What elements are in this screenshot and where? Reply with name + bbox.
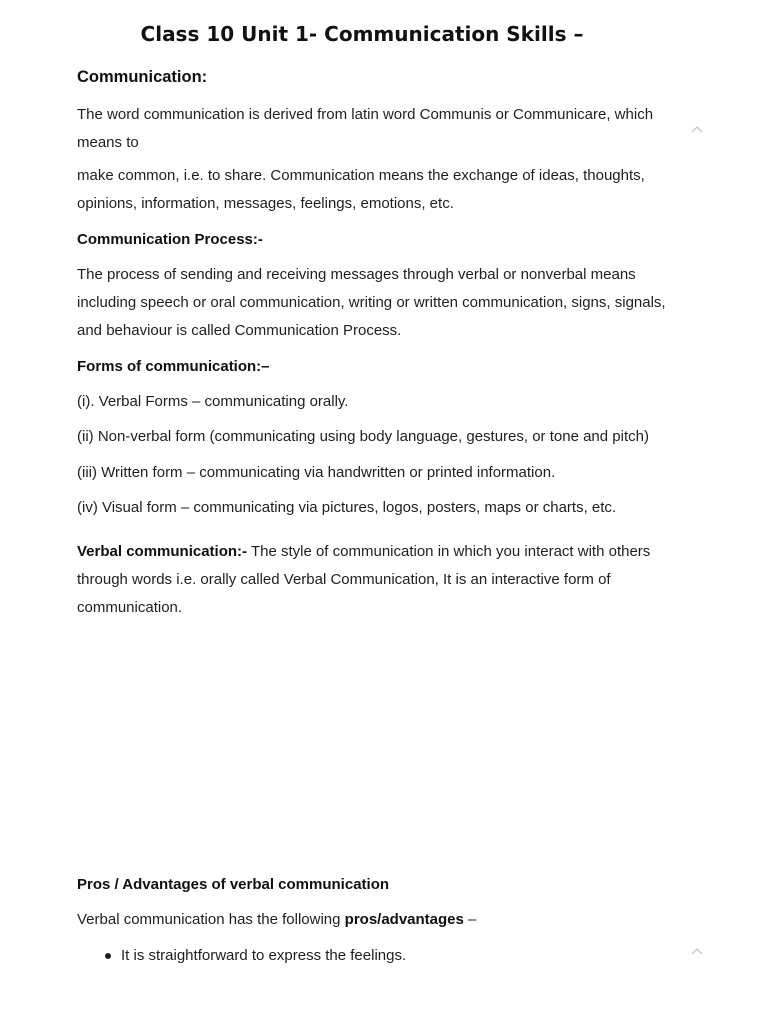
verbal-communication-term: Verbal communication:- (77, 543, 248, 560)
pros-list (77, 943, 406, 969)
communication-paragraph-1: The word communication is derived from latin word Communis or Communicare, which means to (77, 106, 654, 151)
pros-intro-suffix: – (463, 911, 477, 928)
pros-intro-prefix: Verbal communication has the following (77, 911, 345, 928)
chevron-up-icon[interactable] (690, 124, 704, 134)
verbal-communication-paragraph (77, 538, 691, 622)
verbal-communication-definition: The style of communication in which you interact with others through words i.e. orally called Verbal Communication, It is an interactive form of communication. (77, 543, 651, 616)
list-item-text: It is straightforward to express the feelings. (121, 947, 407, 964)
form-item-visual: (iv) Visual form – communicating via pictures, logos, posters, maps or charts, etc. (77, 499, 617, 516)
bullet-icon (105, 953, 111, 959)
form-item-verbal: (i). Verbal Forms – communicating orally. (77, 393, 349, 410)
communication-paragraph-2: make common, i.e. to share. Communication means the exchange of ideas, thoughts, opinions, information, messages, feelings, emotions, etc. (77, 167, 645, 212)
page-title: Class 10 Unit 1- Communication Skills – (140, 22, 584, 46)
forms-heading: Forms of communication:– (77, 358, 270, 375)
chevron-up-icon[interactable] (690, 946, 704, 956)
communication-process-heading: Communication Process:- (77, 231, 263, 248)
form-item-written: (iii) Written form – communicating via handwritten or printed information. (77, 464, 556, 481)
communication-process-paragraph: The process of sending and receiving messages through verbal or nonverbal means including speech or oral communication, writing or written communication, signs, signals, and behaviour is called Communication Process. (77, 266, 666, 339)
form-item-nonverbal: (ii) Non-verbal form (communicating using body language, gestures, or tone and pitch) (77, 428, 649, 445)
pros-heading: Pros / Advantages of verbal communication (77, 876, 390, 893)
list-item (77, 943, 406, 969)
pros-intro (77, 909, 476, 931)
pros-intro-bold: pros/advantages (344, 911, 464, 928)
communication-heading: Communication: (77, 68, 208, 86)
